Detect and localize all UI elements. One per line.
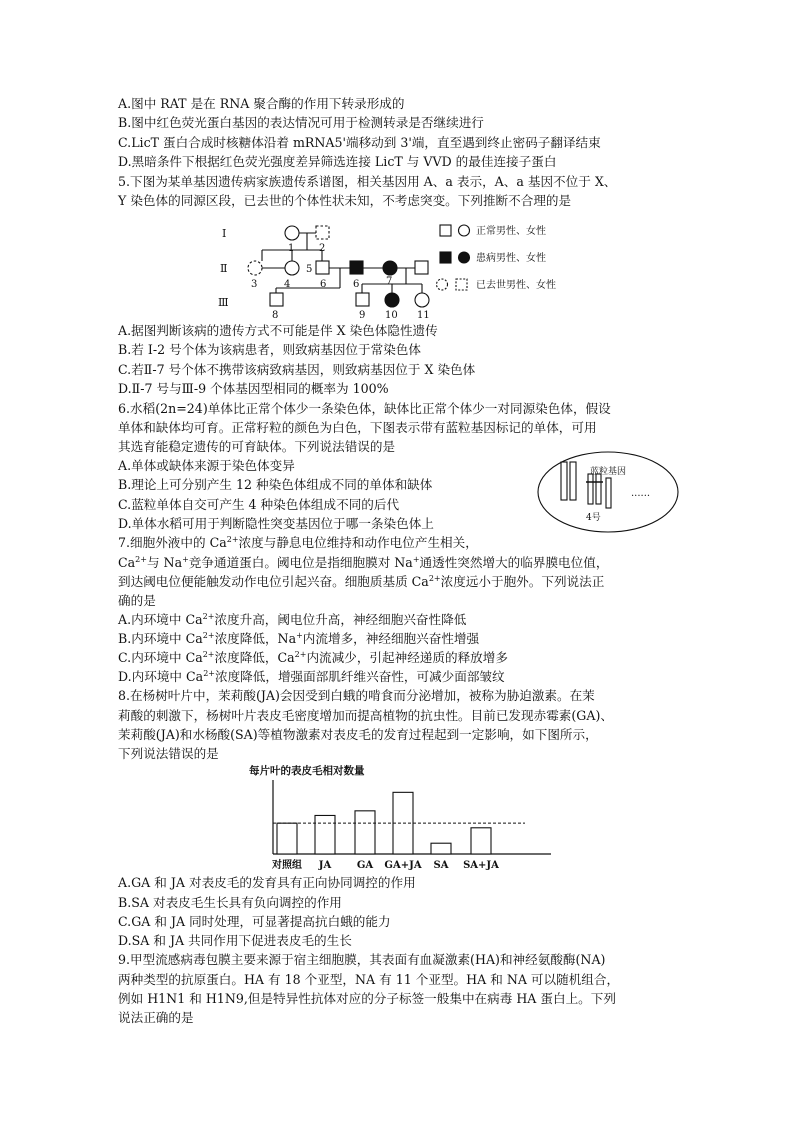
q7-stem-line3: 到达阈电位便能触发动作电位引起兴奋。细胞质基质 $Ca^{2+}$浓度远小于胞外。下列说法正: [118, 574, 605, 589]
q9-stem-line2: 两种类型的抗原蛋白。HA 有 18 个亚型，NA 有 11 个亚型。HA 和 NA 可以随机组合，: [118, 972, 620, 987]
blue-gene-label: 蓝粒基因: [590, 467, 627, 477]
q7-option-c: C.内环境中 $Ca^{2+}$浓度降低，$Ca^{2+}$内流减少，引起神经递质的释放增多: [118, 650, 508, 665]
individual-II-4: [285, 261, 299, 275]
num-8: 8: [272, 310, 279, 321]
q5-option-b: B.若 I-2 号个体为该病患者，则致病基因位于常染色体: [118, 342, 421, 357]
tick-label: GA: [356, 860, 374, 871]
num-9: 9: [359, 310, 366, 321]
q5-option-a: A.据图判断该病的遗传方式不可能是伴 X 染色体隐性遗传: [118, 323, 438, 338]
tick-label: JA: [318, 860, 332, 871]
trichome-bar-chart: [243, 762, 563, 874]
chart-title: 每片叶的表皮毛相对数量: [249, 765, 365, 777]
q9-stem-line4: 说法正确的是: [118, 1010, 194, 1025]
individual-III-8: [270, 293, 283, 306]
bar-JA: [315, 815, 335, 854]
num-6: 6: [353, 279, 360, 290]
q6-option-d: D.单体水稻可用于判断隐性突变基因位于哪一条染色体上: [118, 516, 434, 531]
q6-stem-line2: 单体和缺体均可育。正常籽粒的颜色为白色，下图表示带有蓝粒基因标记的单体，可用: [118, 420, 597, 435]
q6-option-c: C.蓝粒单体自交可产生 4 种染色体组成不同的后代: [118, 497, 400, 512]
individual-II-3-deceased: [248, 261, 262, 275]
q4-option-c: C.LicT 蛋白合成时核糖体沿着 mRNA5'端移动到 3'端，直至遇到终止密码子翻译结束: [118, 135, 601, 150]
num-10: 10: [385, 310, 398, 321]
q8-stem-line4: 下列说法错误的是: [118, 746, 219, 761]
bar-SA: [431, 843, 451, 854]
q8-option-c: C.GA 和 JA 同时处理，可显著提高抗白蛾的能力: [118, 914, 391, 929]
individual-II-5: [316, 261, 329, 274]
gen-label-II: Ⅱ: [220, 262, 228, 275]
q9-stem-line3: 例如 H1N1 和 H1N9,但是特异性抗体对应的分子标签一般集中在病毒 HA 蛋白上。下列: [118, 991, 616, 1006]
individual-I-2-deceased: [316, 226, 329, 239]
individual-III-10: [385, 293, 399, 307]
tick-label: 对照组: [272, 860, 302, 871]
q7-stem-line4: 确的是: [118, 593, 156, 608]
tick-label: GA+JA: [384, 860, 422, 871]
q6-stem-line3: 其选育能稳定遗传的可育缺体。下列说法错误的是: [118, 439, 396, 454]
legend-deceased: 已去世男性、女性: [476, 280, 556, 291]
q5-stem-line1: 5.下图为某单基因遗传病家族遗传系谱图，相关基因用 A、a 表示，A、a 基因不位于 X、: [118, 174, 617, 189]
num-3: 3: [251, 279, 258, 290]
tick-label: SA+JA: [463, 860, 499, 871]
q8-stem-line1: 8.在杨树叶片中，茉莉酸(JA)会因受到白蛾的啃食而分泌增加，被称为胁迫激素。在茉: [118, 688, 595, 703]
q6-option-b: B.理论上可分别产生 12 种染色体组成不同的单体和缺体: [118, 477, 433, 492]
individual-III-11: [415, 293, 429, 307]
q4-option-a: A.图中 RAT 是在 RNA 聚合酶的作用下转录形成的: [118, 96, 405, 111]
q4-option-b: B.图中红色荧光蛋白基因的表达情况可用于检测转录是否继续进行: [118, 115, 484, 130]
more-chromosomes-dots: ......: [631, 488, 651, 499]
q7-option-b: B.内环境中 $Ca^{2+}$浓度降低，Na+内流增多，神经细胞兴奋性增强: [118, 631, 480, 646]
num-1: 1: [288, 243, 295, 254]
q4-option-d: D.黑暗条件下根据红色荧光强度差异筛选连接 LicT 与 VVD 的最佳连接子蛋白: [118, 154, 557, 169]
bar-对照组: [277, 823, 297, 854]
pedigree-chart: [210, 214, 570, 324]
q7-option-d: D.内环境中 $Ca^{2+}$浓度降低，增强面部肌纤维兴奋性，可减少面部皱纹: [118, 669, 505, 684]
q8-option-a: A.GA 和 JA 对表皮毛的发育具有正向协同调控的作用: [118, 875, 416, 890]
q7-option-a: A.内环境中 $Ca^{2+}$浓度升高，阈电位升高，神经细胞兴奋性降低: [118, 612, 467, 627]
q5-option-d: D.Ⅱ-7 号与Ⅲ-9 个体基因型相同的概率为 100%: [118, 381, 389, 396]
q9-stem-line1: 9.甲型流感病毒包膜主要来源于宿主细胞膜，其表面有血凝激素(HA)和神经氨酸酶(NA): [118, 952, 606, 967]
q8-option-d: D.SA 和 JA 共同作用下促进表皮毛的生长: [118, 933, 352, 948]
bar-SA+JA: [471, 828, 491, 854]
num-6-label: 6: [320, 279, 327, 290]
q8-stem-line3: 茉莉酸(JA)和水杨酸(SA)等植物激素对表皮毛的发育过程起到一定影响，如下图所示，: [118, 727, 598, 742]
q8-stem-line2: 莉酸的刺激下，杨树叶片表皮毛密度增加而提高植物的抗虫性。目前已发现赤霉素(GA)、: [118, 708, 613, 723]
q6-option-a: A.单体或缺体来源于染色体变异: [118, 458, 295, 473]
num-2: 2: [319, 243, 326, 254]
q5-option-c: C.若Ⅱ-7 号个体不携带该病致病基因，则致病基因位于 X 染色体: [118, 362, 476, 377]
chromosome-figure: [536, 450, 680, 534]
num-5: 5: [306, 264, 313, 275]
num-7: 7: [386, 276, 393, 287]
individual-I-1: [285, 226, 299, 240]
chromosome-4-label: 4号: [586, 513, 601, 523]
gen-label-III: Ⅲ: [218, 296, 229, 309]
individual-II-7: [383, 261, 397, 275]
legend-normal: 正常男性、女性: [476, 226, 546, 237]
q8-option-b: B.SA 对表皮毛生长具有负向调控的作用: [118, 895, 342, 910]
q6-stem-line1: 6.水稻(2n=24)单体比正常个体少一条染色体，缺体比正常个体少一对同源染色体，假设: [118, 401, 611, 416]
legend-affected: 患病男性、女性: [476, 253, 546, 264]
bar-GA: [355, 811, 375, 854]
gen-label-I: Ⅰ: [222, 227, 227, 240]
tick-label: SA: [433, 860, 449, 871]
num-4: 4: [284, 279, 291, 290]
individual-II-7b: [415, 261, 428, 274]
q5-stem-line2: Y 染色体的同源区段，已去世的个体性状未知，不考虑突变。下列推断不合理的是: [118, 193, 572, 208]
num-11: 11: [417, 310, 430, 321]
individual-II-6: [350, 261, 363, 274]
q7-stem-line2: $Ca^{2+}$与 Na+竞争通道蛋白。阈电位是指细胞膜对 Na+通透性突然增大的临界膜电位值，: [118, 555, 609, 570]
individual-III-9: [356, 293, 369, 306]
q7-stem-line1: 7.细胞外液中的 $Ca^{2+}$浓度与静息电位维持和动作电位产生相关，: [118, 535, 478, 550]
